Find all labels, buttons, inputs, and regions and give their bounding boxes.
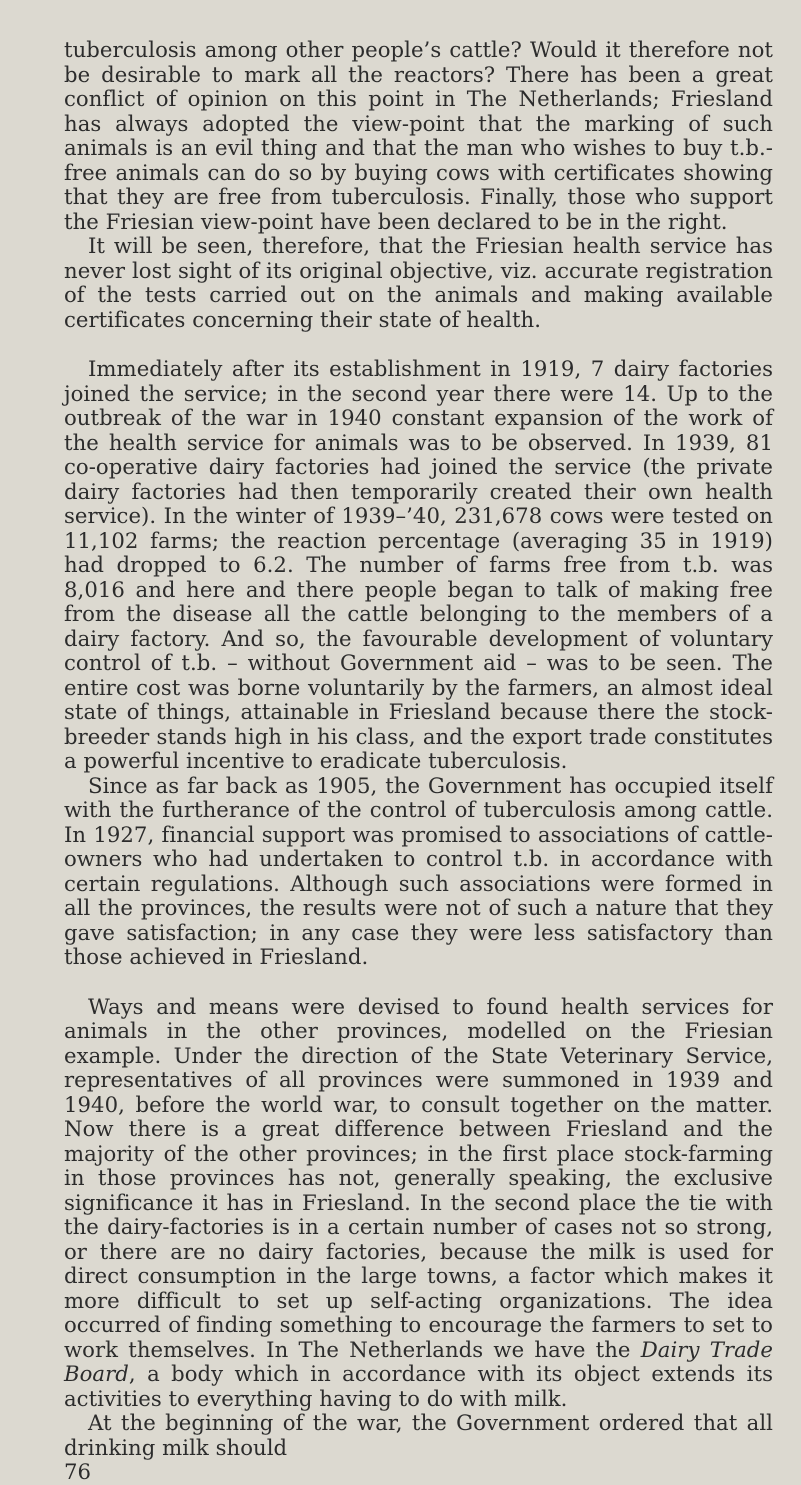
paragraph-1: tuberculosis among other people’s cattle? Would it therefore not be desirable to mark all the reactors? There has been a great conflict of opinion on this point in The Netherlands; Friesland has always adopted the view-point that the marking of such animals is an evil thing and that the man who wishes to buy t.b.-free animals can do so by buying cows with certificates showing that they are free from tuberculosis. Finally, those who support the Friesian view-point have been declared to be in the right. — [64, 37, 773, 234]
paragraph-5 — [64, 995, 773, 1412]
paragraph-5-continuation: , a body which in accordance with its object extends its activities to everything having to do with milk. — [64, 1361, 773, 1411]
page-number: 76 — [64, 1459, 91, 1484]
dairy-trade-board-term: Dairy Trade Board — [64, 1336, 773, 1386]
paragraph-2: It will be seen, therefore, that the Friesian health service has never lost sight of its original objective, viz. accurate registration of the tests carried out on the animals and making available certificates concerning their state of health. — [64, 233, 773, 332]
paragraph-6: At the beginning of the war, the Government ordered that all drinking milk should — [64, 1410, 773, 1460]
paragraph-5-text: Ways and means were devised to found health services for animals in the other provinces, modelled on the Friesian example. Under the direction of the State Veterinary Service, representatives of all provinces were summoned in 1939 and 1940, before the world war, to consult together on the matter. Now there is a great difference between Friesland and the majority of the other provinces; in the first place stock-farming in those provinces has not, generally speaking, the exclusive significance it has in Friesland. In the second place the tie with the dairy-factories is in a certain number of cases not so strong, or there are no dairy factories, because the milk is used for direct consumption in the large towns, a factor which makes it more difficult to set up self-acting organizations. The idea occurred of finding something to encourage the farmers to set to work themselves. In The Netherlands we have the — [64, 993, 773, 1362]
paragraph-4: Since as far back as 1905, the Government has occupied itself with the furtherance of the control of tuberculosis among cattle. In 1927, financial support was promised to associations of cattle-owners who had undertaken to control t.b. in accordance with certain regulations. Although such associations were formed in all the provinces, the results were not of such a nature that they gave satisfaction; in any case they were less satisfactory than those achieved in Friesland. — [64, 772, 773, 969]
paragraph-3: Immediately after its establishment in 1919, 7 dairy factories joined the service; in the second year there were 14. Up to the outbreak of the war in 1940 constant expansion of the work of the health service for animals was to be observed. In 1939, 81 co-operative dairy factories had joined the service (the private dairy factories had then temporarily created their own health service). In the winter of 1939–’40, 231,678 cows were tested on 11,102 farms; the reaction percentage (averaging 35 in 1919) had dropped to 6.2. The number of farms free from t.b. was 8,016 and here and there people began to talk of making free from the disease all the cattle belonging to the members of a dairy factory. And so, the favourable development of voluntary control of t.b. – without Government aid – was to be seen. The entire cost was borne voluntarily by the farmers, an almost ideal state of things, attainable in Friesland because there the stock-breeder stands high in his class, and the export trade constitutes a powerful incentive to eradicate tuberculosis. — [64, 356, 773, 773]
